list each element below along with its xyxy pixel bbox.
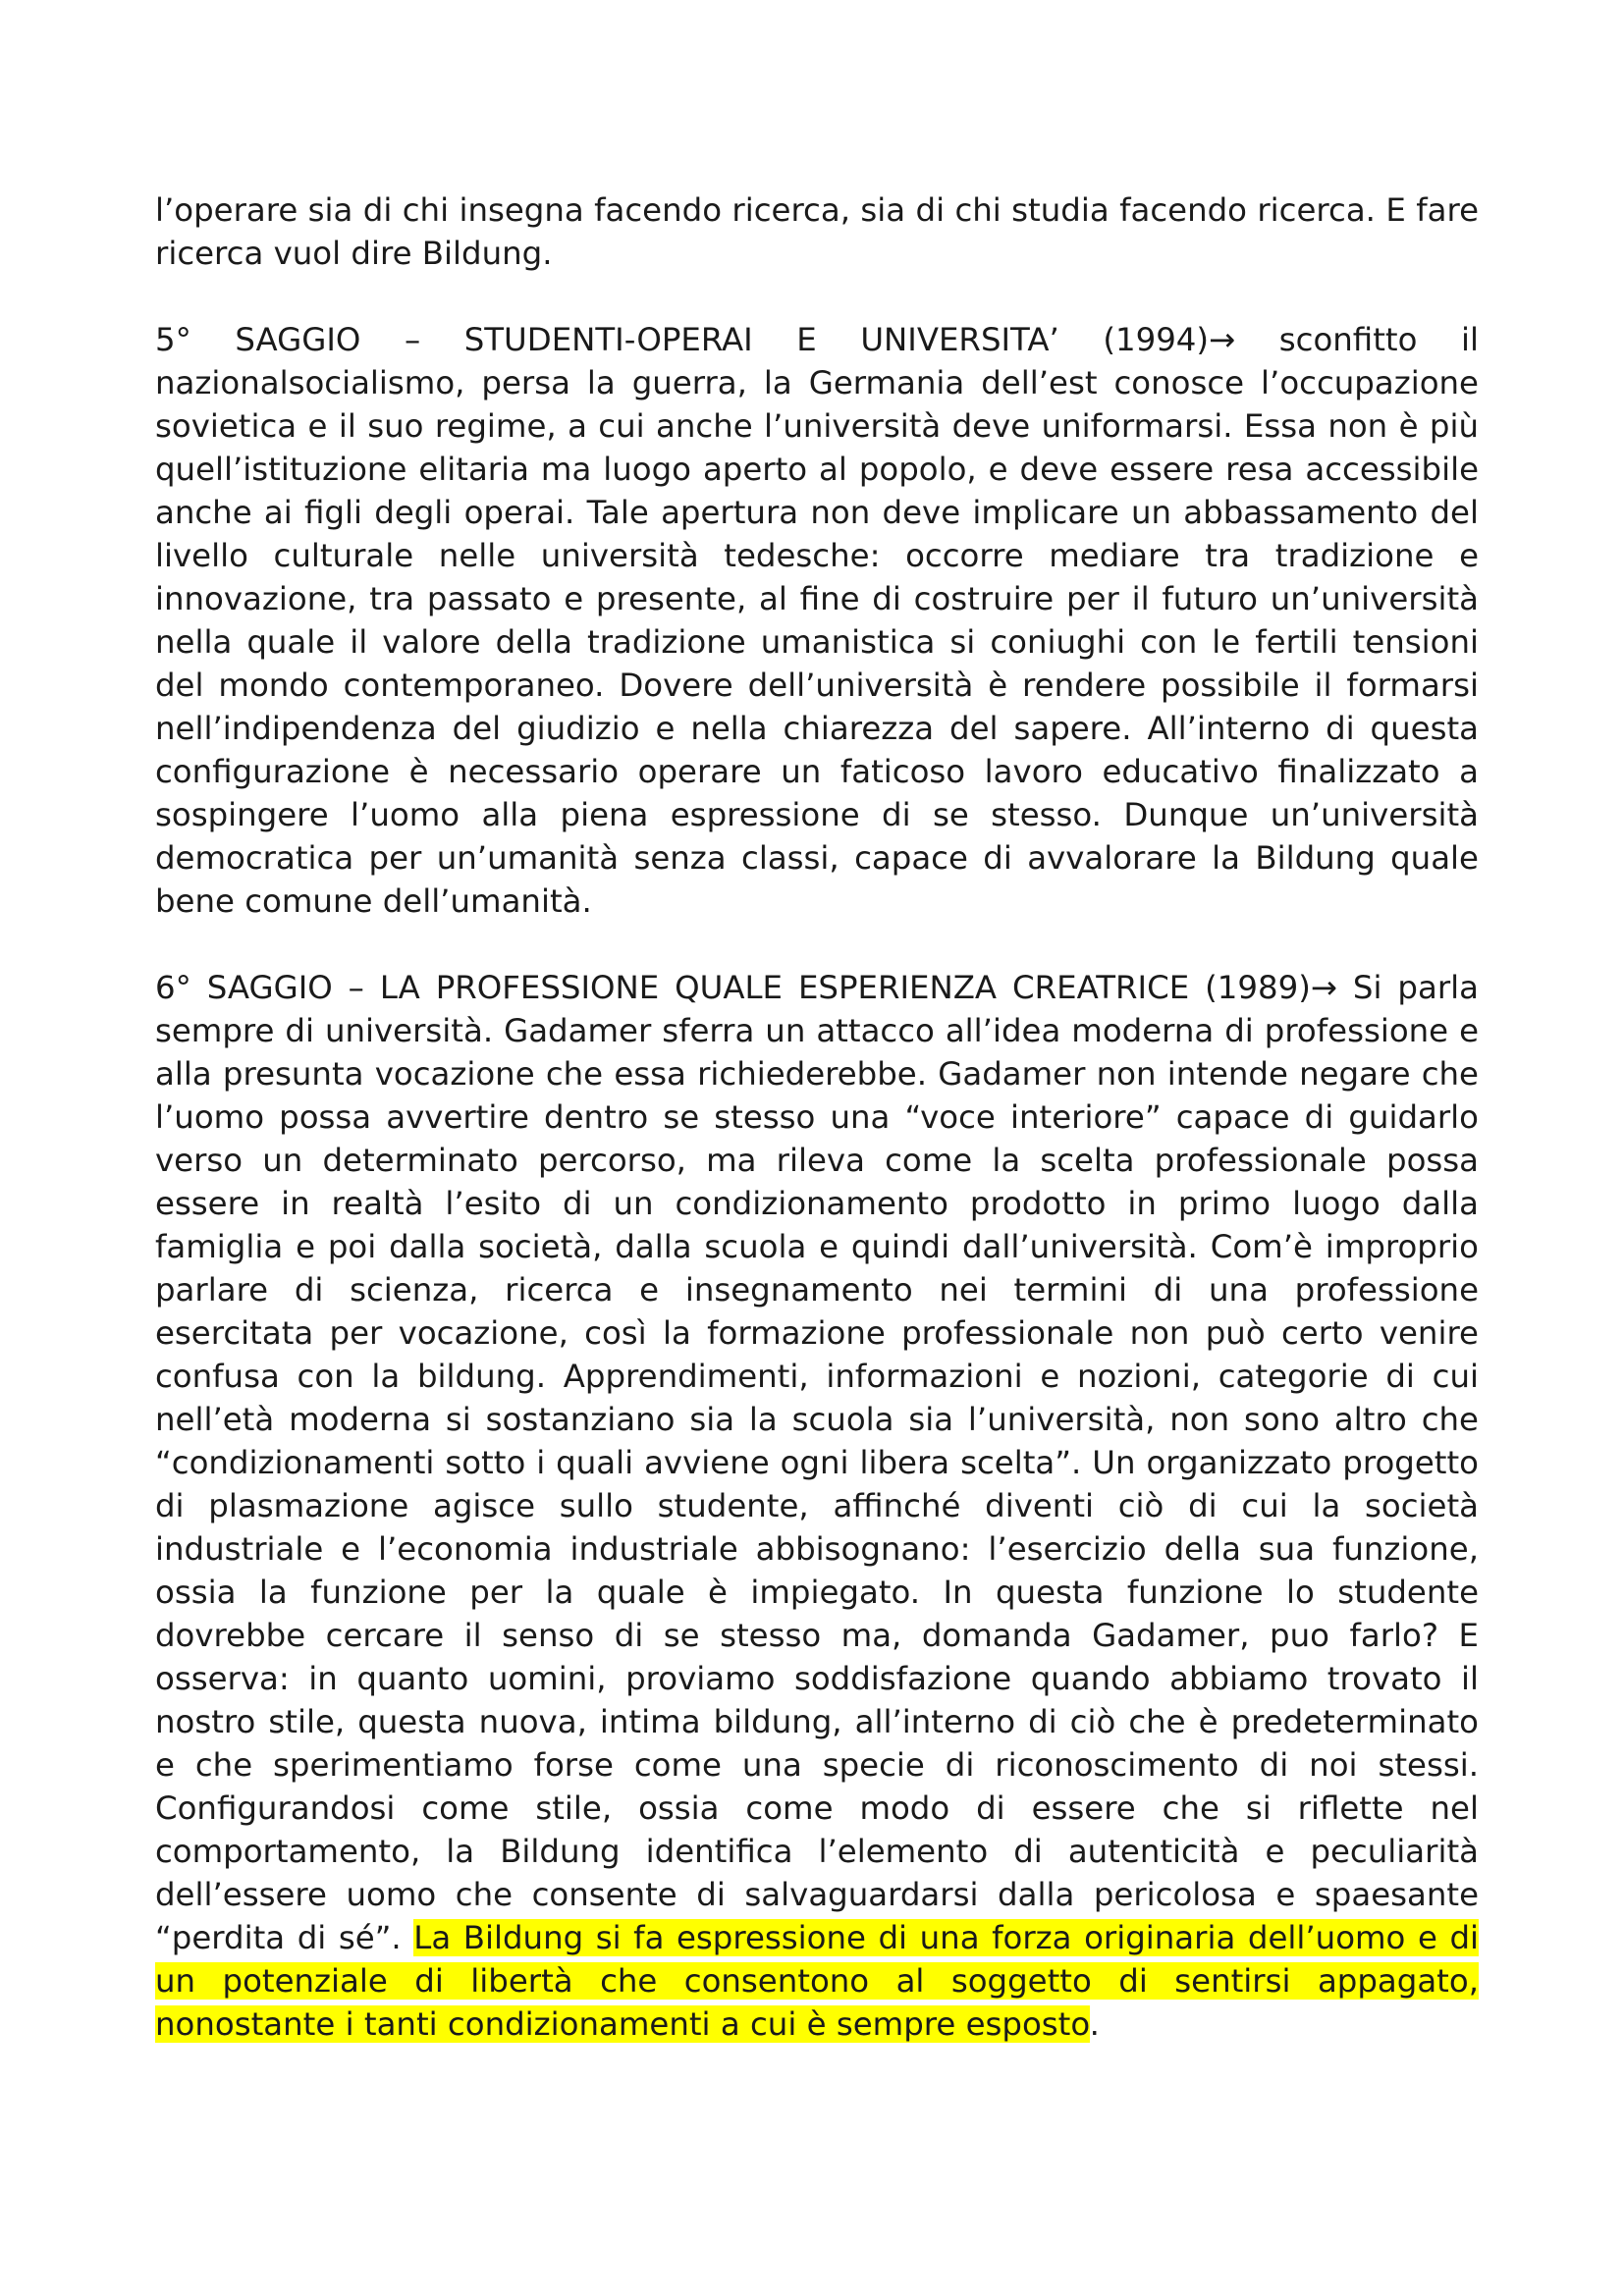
section-body: Si parla sempre di università. Gadamer sferra un attacco all’idea moderna di professione e alla presunta vocazione che essa richiederebbe. Gadamer non intende negare che l’uomo possa avvertire dentro se stesso una “voce interiore” capace di guidarlo verso un determinato percorso, ma rileva come la scelta professionale possa essere in realtà l’esito di un condizionamento prodotto in primo luogo dalla famiglia e poi dalla società, dalla scuola e quindi dall’università. Com’è improprio parlare di scienza, ricerca e insegnamento nei termini di una professione esercitata per vocazione, così la formazione professionale non può certo venire confusa con la bildung. Apprendimenti, informazioni e nozioni, categorie di cui nell’età moderna si sostanziano sia la scuola sia l’università, non sono altro che “condizionamenti sotto i quali avviene ogni libera scelta”. Un organizzato progetto di plasmazione agisce sullo studente, affinché diventi ciò di cui la società industriale e l’economia industriale abbisognano: l’esercizio della sua funzione, ossia la funzione per la quale è impiegato. In questa funzione lo studente dovrebbe cercare il senso di se stesso ma, domanda Gadamer, puo farlo? E osserva: in quanto uomini, proviamo soddisfazione quando abbiamo trovato il nostro stile, questa nuova, intima bildung, all’interno di ciò che è predeterminato e che sperimentiamo forse come una specie di riconoscimento di noi stessi. Configurandosi come stile, ossia come modo di essere che si riflette nel comportamento, la Bildung identifica l’elemento di autenticità e peculiarità dell’essere uomo che consente di salvaguardarsi dalla pericolosa e spaesante “perdita di sé”.: [155, 969, 1479, 1956]
arrow-icon: →: [1310, 969, 1337, 1006]
highlighted-text: La Bildung si fa espressione di una forza originaria dell’uomo e di un potenziale di libertà che consentono al soggetto di sentirsi appagato, nonostante i tanti condizionamenti a cui è sempre esposto: [155, 1919, 1480, 2043]
section-heading: 6° SAGGIO – LA PROFESSIONE QUALE ESPERIENZA CREATRICE (1989): [155, 969, 1311, 1006]
paragraph-saggio-5: [155, 318, 1479, 923]
paragraph-saggio-6: [155, 966, 1479, 2046]
section-body: sconfitto il nazionalsocialismo, persa la guerra, la Germania dell’est conosce l’occupazione sovietica e il suo regime, a cui anche l’università deve uniformarsi. Essa non è più quell’istituzione elitaria ma luogo aperto al popolo, e deve essere resa accessibile anche ai figli degli operai. Tale apertura non deve implicare un abbassamento del livello culturale nelle università tedesche: occorre mediare tra tradizione e innovazione, tra passato e presente, al fine di costruire per il futuro un’università nella quale il valore della tradizione umanistica si coniughi con le fertili tensioni del mondo contemporaneo. Dovere dell’università è rendere possibile il formarsi nell’indipendenza del giudizio e nella chiarezza del sapere. All’interno di questa configurazione è necessario operare un faticoso lavoro educativo finalizzato a sospingere l’uomo alla piena espressione di se stesso. Dunque un’università democratica per un’umanità senza classi, capace di avvalorare la Bildung quale bene comune dell’umanità.: [155, 321, 1479, 920]
trailing-punctuation: .: [1089, 2005, 1100, 2043]
paragraph-continuation: l’operare sia di chi insegna facendo ricerca, sia di chi studia facendo ricerca. E fare ricerca vuol dire Bildung.: [155, 191, 1479, 272]
document-page: [155, 188, 1479, 2089]
section-heading: 5° SAGGIO – STUDENTI-OPERAI E UNIVERSITA’ (1994): [155, 321, 1210, 358]
arrow-icon: →: [1209, 321, 1236, 358]
